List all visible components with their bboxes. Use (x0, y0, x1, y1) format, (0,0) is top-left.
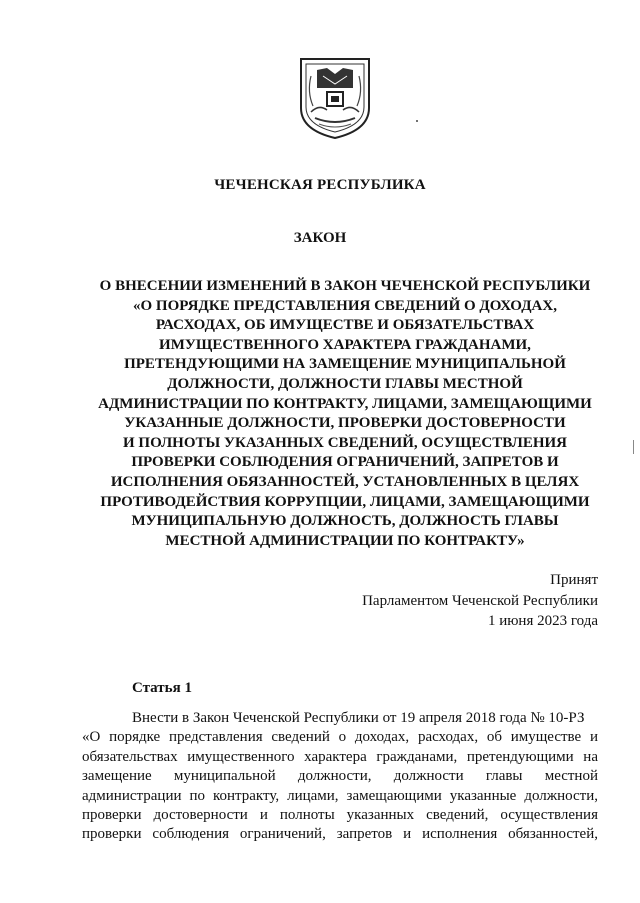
adoption-date: 1 июня 2023 года (487, 613, 598, 629)
title-line: УКАЗАННЫЕ ДОЛЖНОСТИ, ПРОВЕРКИ ДОСТОВЕРНОСТИ (124, 415, 566, 432)
title-line: ПРОТИВОДЕЙСТВИЯ КОРРУПЦИИ, ЛИЦАМИ, ЗАМЕЩАЮЩИМИ (100, 493, 590, 510)
title-line: ПРОВЕРКИ СОБЛЮДЕНИЯ ОГРАНИЧЕНИЙ, ЗАПРЕТОВ И (131, 454, 559, 471)
coat-of-arms-icon (297, 56, 373, 140)
title-line: ИСПОЛНЕНИЯ ОБЯЗАННОСТЕЙ, УСТАНОВЛЕННЫХ В ЦЕЛЯХ (110, 473, 580, 490)
document-type-heading: ЗАКОН (293, 230, 347, 246)
text-line: «О порядке представления сведений о доходах, расходах, об имуществе и (82, 729, 598, 746)
adoption-block (300, 570, 598, 632)
article-text (82, 709, 598, 845)
text-line: обязательствах имущественного характера гражданами, претендующими на (82, 748, 598, 765)
title-line: ПРЕТЕНДУЮЩИМИ НА ЗАМЕЩЕНИЕ МУНИЦИПАЛЬНОЙ (124, 356, 566, 373)
adoption-label: Принят (550, 572, 598, 588)
title-line: АДМИНИСТРАЦИИ ПО КОНТРАКТУ, ЛИЦАМИ, ЗАМЕЩАЮЩИМИ (98, 395, 592, 412)
scan-edge-mark (633, 440, 634, 454)
text-line: администрации по контракту, лицами, замещающими указанные должности, (82, 787, 598, 804)
title-line: РАСХОДАХ, ОБ ИМУЩЕСТВЕ И ОБЯЗАТЕЛЬСТВАХ (155, 317, 535, 334)
scan-speck (416, 120, 418, 122)
title-line: МУНИЦИПАЛЬНУЮ ДОЛЖНОСТЬ, ДОЛЖНОСТЬ ГЛАВЫ (131, 513, 559, 530)
title-line: МЕСТНОЙ АДМИНИСТРАЦИИ ПО КОНТРАКТУ» (165, 532, 525, 549)
republic-heading: ЧЕЧЕНСКАЯ РЕСПУБЛИКА (214, 177, 426, 193)
adoption-body: Парламентом Чеченской Республики (362, 592, 598, 609)
title-line: ДОЛЖНОСТИ, ДОЛЖНОСТИ ГЛАВЫ МЕСТНОЙ (167, 375, 523, 392)
text-line: замещение муниципальной должности, должности главы местной (82, 768, 598, 785)
text-line: проверки соблюдения ограничений, запретов и исполнения обязанностей, (82, 826, 598, 843)
title-line: О ВНЕСЕНИИ ИЗМЕНЕНИЙ В ЗАКОН ЧЕЧЕНСКОЙ РЕСПУБЛИКИ (99, 278, 591, 294)
text-line: Внести в Закон Чеченской Республики от 19 апреля 2018 года № 10-РЗ (132, 710, 585, 726)
article-heading: Статья 1 (132, 680, 192, 696)
title-line: И ПОЛНОТЫ УКАЗАННЫХ СВЕДЕНИЙ, ОСУЩЕСТВЛЕНИЯ (122, 434, 567, 451)
law-title (80, 277, 610, 551)
text-line: проверки достоверности и полноты указанных сведений, осуществления (82, 807, 598, 824)
title-line: «О ПОРЯДКЕ ПРЕДСТАВЛЕНИЯ СВЕДЕНИЙ О ДОХОДАХ, (133, 297, 557, 314)
title-line: ИМУЩЕСТВЕННОГО ХАРАКТЕРА ГРАЖДАНАМИ, (159, 336, 531, 353)
